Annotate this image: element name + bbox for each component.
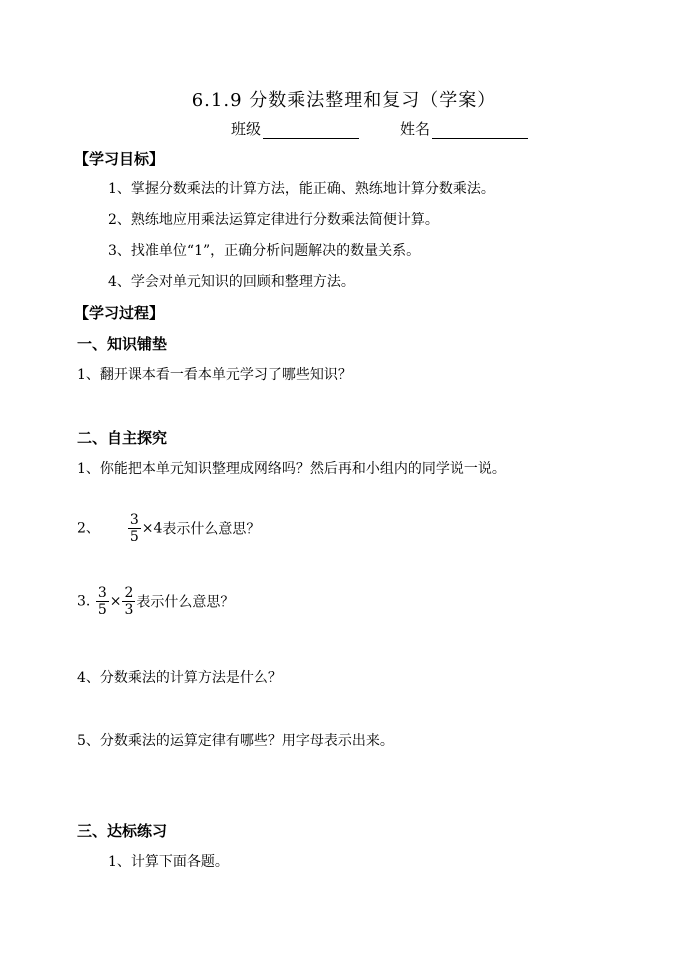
class-label: 班级: [231, 120, 262, 138]
fraction-3-5: $\frac{3}{5}$: [129, 512, 139, 545]
goal-item-3: 3、找准单位“1”，正确分析问题解决的数量关系。: [108, 243, 421, 259]
question-3-index: 3.: [77, 593, 91, 610]
fraction-3-5-b: $\frac{3}{5}$: [97, 585, 107, 618]
page-title: 6.1.9 分数乘法整理和复习（学案）: [191, 90, 497, 111]
section-1-title: 一、知识铺垫: [77, 335, 168, 353]
name-blank-line: [432, 123, 528, 139]
goals-heading: 【学习目标】: [74, 150, 165, 168]
goal-item-4: 4、学会对单元知识的回顾和整理方法。: [108, 274, 355, 290]
question-2-text: 表示什么意思？: [162, 521, 261, 538]
class-blank-line: [263, 123, 359, 139]
class-field: [231, 118, 359, 139]
fraction-2-3: $\frac{2}{3}$: [124, 585, 134, 618]
question-2-index: 2、: [77, 520, 100, 537]
section-2-question-2: [77, 512, 260, 545]
section-2-question-5: 5、分数乘法的运算定律有哪些？用字母表示出来。: [77, 733, 394, 749]
section-2-title: 二、自主探究: [77, 429, 168, 447]
times-sign: ×: [109, 593, 122, 610]
name-field: [400, 118, 528, 139]
section-1-question-1: 1、翻开课本看一看本单元学习了哪些知识？: [77, 367, 352, 383]
section-2-question-3: [77, 585, 234, 618]
goal-item-1: 1、掌握分数乘法的计算方法，能正确、熟练地计算分数乘法。: [108, 181, 495, 197]
section-3-question-1: 1、计算下面各题。: [108, 854, 229, 870]
section-2-question-4: 4、分数乘法的计算方法是什么？: [77, 670, 282, 686]
goal-item-2: 2、熟练地应用乘法运算定律进行分数乘法简便计算。: [108, 212, 439, 228]
section-2-question-1: 1、你能把本单元知识整理成网络吗？然后再和小组内的同学说一说。: [77, 461, 506, 477]
process-heading: 【学习过程】: [74, 304, 165, 322]
times-four: ×4: [141, 520, 163, 537]
name-label: 姓名: [400, 120, 431, 138]
section-3-title: 三、达标练习: [77, 822, 168, 840]
question-3-text: 表示什么意思？: [136, 594, 235, 611]
